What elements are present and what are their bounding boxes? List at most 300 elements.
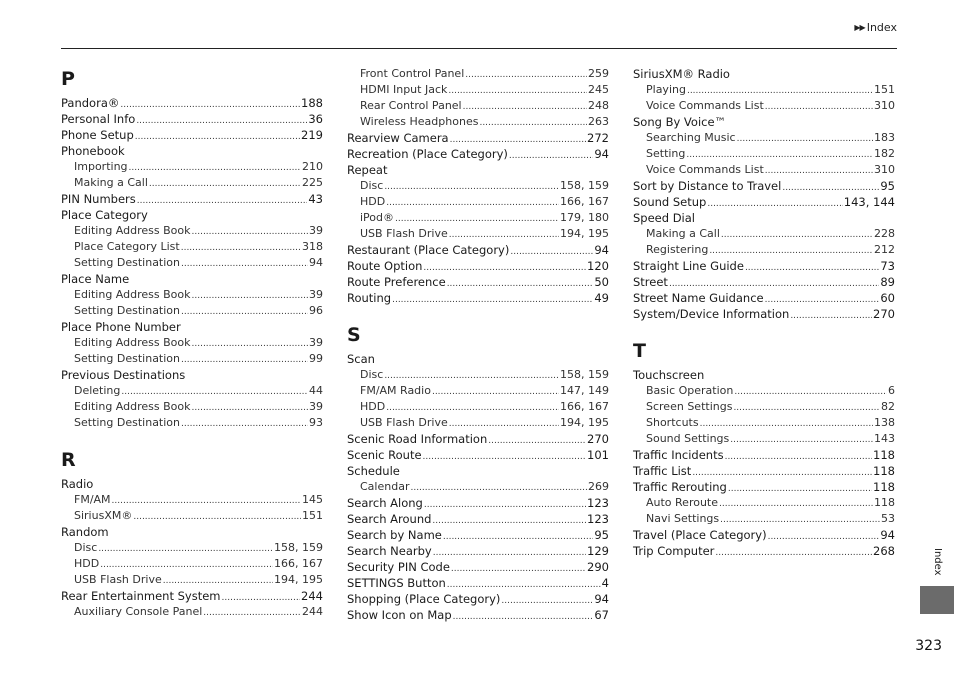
entry-label: Random bbox=[61, 525, 109, 539]
dot-leader bbox=[192, 224, 309, 240]
dot-leader bbox=[120, 97, 300, 113]
entry-label: Navi Settings bbox=[646, 512, 720, 525]
dot-leader bbox=[790, 308, 872, 324]
dot-leader bbox=[721, 227, 873, 243]
page-reference[interactable]: 39 bbox=[309, 400, 323, 413]
entry-label: Editing Address Book bbox=[74, 400, 191, 413]
page-reference[interactable]: 158, 159 bbox=[560, 179, 609, 192]
page-reference[interactable]: 179, 180 bbox=[560, 211, 609, 224]
index-heading bbox=[61, 476, 323, 492]
page-reference[interactable]: 94 bbox=[594, 147, 609, 161]
entry-label: Security PIN Code bbox=[347, 560, 450, 574]
dot-leader bbox=[734, 384, 887, 400]
page-reference[interactable]: 248 bbox=[588, 99, 609, 112]
dot-leader bbox=[453, 609, 594, 625]
dot-leader bbox=[121, 384, 308, 400]
index-entry[interactable] bbox=[633, 194, 895, 210]
entry-label: Front Control Panel bbox=[360, 67, 465, 80]
dot-leader bbox=[384, 179, 559, 195]
page-reference[interactable]: 4 bbox=[601, 576, 609, 590]
dot-leader bbox=[463, 99, 587, 115]
entry-label: Calendar bbox=[360, 480, 410, 493]
entry-label: Importing bbox=[74, 160, 128, 173]
entry-label: SiriusXM® Radio bbox=[633, 67, 730, 81]
entry-label: Shopping (Place Category) bbox=[347, 592, 501, 606]
page-reference[interactable]: 143 bbox=[874, 432, 895, 445]
page-reference[interactable]: 166, 167 bbox=[560, 195, 609, 208]
dot-leader bbox=[447, 276, 594, 292]
entry-label: Straight Line Guide bbox=[633, 259, 744, 273]
dot-leader bbox=[181, 416, 308, 432]
dot-leader bbox=[745, 260, 879, 276]
index-subentry[interactable] bbox=[347, 399, 609, 415]
index-subentry[interactable] bbox=[347, 66, 609, 82]
dot-leader bbox=[449, 227, 559, 243]
index-subentry[interactable] bbox=[347, 114, 609, 130]
entry-label: Wireless Headphones bbox=[360, 115, 479, 128]
index-subentry[interactable] bbox=[347, 479, 609, 495]
dot-leader bbox=[730, 432, 873, 448]
index-entry[interactable] bbox=[347, 527, 609, 543]
page-reference[interactable]: 272 bbox=[587, 131, 609, 145]
page-reference[interactable]: 225 bbox=[302, 176, 323, 189]
index-subentry[interactable] bbox=[347, 82, 609, 98]
page-reference[interactable]: 94 bbox=[594, 243, 609, 257]
entry-label: Search Nearby bbox=[347, 544, 432, 558]
dot-leader bbox=[501, 593, 593, 609]
index-entry[interactable] bbox=[347, 543, 609, 559]
index-subentry[interactable] bbox=[61, 239, 323, 255]
index-subentry[interactable] bbox=[347, 178, 609, 194]
entry-label: Scan bbox=[347, 352, 375, 366]
index-subentry[interactable] bbox=[61, 399, 323, 415]
entry-label: Searching Music bbox=[646, 131, 736, 144]
page-reference[interactable]: 82 bbox=[881, 400, 895, 413]
index-entry[interactable] bbox=[347, 591, 609, 607]
index-entry[interactable] bbox=[347, 146, 609, 162]
index-entry[interactable] bbox=[633, 258, 895, 274]
index-subentry[interactable] bbox=[61, 540, 323, 556]
page-reference[interactable]: 95 bbox=[594, 528, 609, 542]
dot-leader bbox=[765, 99, 873, 115]
entry-label: Scenic Road Information bbox=[347, 432, 488, 446]
dot-leader bbox=[443, 529, 594, 545]
index-subentry[interactable] bbox=[61, 604, 323, 620]
entry-label: Travel (Place Category) bbox=[633, 528, 767, 542]
index-heading bbox=[633, 114, 895, 130]
index-entry[interactable] bbox=[633, 527, 895, 543]
index-entry[interactable] bbox=[347, 511, 609, 527]
index-column-right bbox=[633, 66, 895, 559]
dot-leader bbox=[181, 240, 301, 256]
page-reference[interactable]: 268 bbox=[873, 544, 895, 558]
entry-label: Repeat bbox=[347, 163, 388, 177]
page-reference[interactable]: 118 bbox=[873, 448, 895, 462]
index-subentry[interactable] bbox=[633, 162, 895, 178]
index-subentry[interactable] bbox=[347, 415, 609, 431]
entry-label: Song By Voice™ bbox=[633, 115, 727, 129]
entry-label: Setting Destination bbox=[74, 256, 181, 269]
index-entry[interactable] bbox=[61, 588, 323, 604]
page-reference[interactable]: 96 bbox=[309, 304, 323, 317]
page-reference[interactable]: 101 bbox=[587, 448, 609, 462]
index-subentry[interactable] bbox=[633, 415, 895, 431]
breadcrumb-label[interactable]: Index bbox=[866, 21, 897, 34]
page-reference[interactable]: 39 bbox=[309, 224, 323, 237]
page-reference[interactable]: 44 bbox=[309, 384, 323, 397]
side-section-label: Index bbox=[932, 548, 943, 576]
entry-label: Making a Call bbox=[74, 176, 148, 189]
page-reference[interactable]: 158, 159 bbox=[274, 541, 323, 554]
entry-label: Trip Computer bbox=[633, 544, 715, 558]
page-reference[interactable]: 36 bbox=[308, 112, 323, 126]
dot-leader bbox=[449, 416, 559, 432]
double-arrow-icon: ▶▶ bbox=[854, 23, 865, 32]
index-heading bbox=[347, 463, 609, 479]
dot-leader bbox=[432, 384, 559, 400]
dot-leader bbox=[479, 115, 587, 131]
entry-label: Registering bbox=[646, 243, 709, 256]
entry-label: Route Option bbox=[347, 259, 423, 273]
index-subentry[interactable] bbox=[61, 492, 323, 508]
page-reference[interactable]: 99 bbox=[309, 352, 323, 365]
page-reference[interactable]: 147, 149 bbox=[560, 384, 609, 397]
index-entry[interactable] bbox=[347, 431, 609, 447]
dot-leader bbox=[715, 545, 872, 561]
index-entry[interactable] bbox=[347, 559, 609, 575]
page-reference[interactable]: 270 bbox=[873, 307, 895, 321]
page-reference[interactable]: 151 bbox=[302, 509, 323, 522]
index-entry[interactable] bbox=[633, 274, 895, 290]
entry-label: Traffic List bbox=[633, 464, 692, 478]
dot-leader bbox=[181, 352, 308, 368]
page-reference[interactable]: 210 bbox=[302, 160, 323, 173]
page-reference[interactable]: 182 bbox=[874, 147, 895, 160]
entry-label: Shortcuts bbox=[646, 416, 699, 429]
page-reference[interactable]: 270 bbox=[587, 432, 609, 446]
entry-label: Place Name bbox=[61, 272, 130, 286]
entry-label: Voice Commands List bbox=[646, 163, 764, 176]
page-reference[interactable]: 39 bbox=[309, 336, 323, 349]
entry-label: Disc bbox=[360, 179, 384, 192]
index-subentry[interactable] bbox=[61, 159, 323, 175]
dot-leader bbox=[451, 561, 586, 577]
entry-label: Radio bbox=[61, 477, 94, 491]
dot-leader bbox=[433, 545, 586, 561]
index-subentry[interactable] bbox=[61, 351, 323, 367]
dot-leader bbox=[720, 512, 880, 528]
page-reference[interactable]: 269 bbox=[588, 480, 609, 493]
page-reference[interactable]: 194, 195 bbox=[560, 416, 609, 429]
page-reference[interactable]: 188 bbox=[301, 96, 323, 110]
dot-leader bbox=[410, 480, 587, 496]
page-reference[interactable]: 49 bbox=[594, 291, 609, 305]
page-reference[interactable]: 194, 195 bbox=[560, 227, 609, 240]
dot-leader bbox=[465, 67, 587, 83]
entry-label: Auto Reroute bbox=[646, 496, 719, 509]
section-tab[interactable] bbox=[920, 586, 954, 614]
entry-label: PIN Numbers bbox=[61, 192, 136, 206]
index-heading bbox=[61, 143, 323, 159]
dot-leader bbox=[700, 416, 873, 432]
index-subentry[interactable] bbox=[61, 572, 323, 588]
entry-label: Editing Address Book bbox=[74, 224, 191, 237]
page-reference[interactable]: 95 bbox=[880, 179, 895, 193]
page-reference[interactable]: 50 bbox=[594, 275, 609, 289]
index-entry[interactable] bbox=[347, 130, 609, 146]
index-subentry[interactable] bbox=[347, 194, 609, 210]
dot-leader bbox=[149, 176, 301, 192]
entry-label: Search Along bbox=[347, 496, 423, 510]
index-entry[interactable] bbox=[347, 607, 609, 623]
page-reference[interactable]: 166, 167 bbox=[560, 400, 609, 413]
page-reference[interactable]: 93 bbox=[309, 416, 323, 429]
page-reference[interactable]: 60 bbox=[880, 291, 895, 305]
page-reference[interactable]: 194, 195 bbox=[274, 573, 323, 586]
dot-leader bbox=[510, 244, 593, 260]
entry-label: Rearview Camera bbox=[347, 131, 449, 145]
page-reference[interactable]: 151 bbox=[874, 83, 895, 96]
page-reference[interactable]: 123 bbox=[587, 496, 609, 510]
dot-leader bbox=[192, 400, 309, 416]
index-subentry[interactable] bbox=[633, 399, 895, 415]
page-reference[interactable]: 310 bbox=[874, 99, 895, 112]
dot-leader bbox=[137, 193, 308, 209]
dot-leader bbox=[488, 433, 586, 449]
index-subentry[interactable] bbox=[61, 335, 323, 351]
entry-label: HDMI Input Jack bbox=[360, 83, 448, 96]
entry-label: USB Flash Drive bbox=[360, 416, 448, 429]
page-reference[interactable]: 245 bbox=[588, 83, 609, 96]
page-reference[interactable]: 94 bbox=[880, 528, 895, 542]
entry-label: Place Category List bbox=[74, 240, 180, 253]
section-letter: T bbox=[633, 340, 646, 362]
dot-leader bbox=[719, 496, 873, 512]
index-subentry[interactable] bbox=[633, 242, 895, 258]
dot-leader bbox=[687, 83, 873, 99]
index-entry[interactable] bbox=[633, 178, 895, 194]
index-subentry[interactable] bbox=[633, 511, 895, 527]
page-reference[interactable]: 120 bbox=[587, 259, 609, 273]
index-subentry[interactable] bbox=[633, 383, 895, 399]
index-entry[interactable] bbox=[633, 543, 895, 559]
entry-label: Setting Destination bbox=[74, 352, 181, 365]
entry-label: System/Device Information bbox=[633, 307, 790, 321]
page-reference[interactable]: 94 bbox=[309, 256, 323, 269]
entry-label: Previous Destinations bbox=[61, 368, 186, 382]
page-reference[interactable]: 228 bbox=[874, 227, 895, 240]
dot-leader bbox=[432, 513, 586, 529]
index-entry[interactable] bbox=[61, 95, 323, 111]
page-reference[interactable]: 219 bbox=[301, 128, 323, 142]
dot-leader bbox=[129, 160, 301, 176]
entry-label: Screen Settings bbox=[646, 400, 733, 413]
page-reference[interactable]: 145 bbox=[302, 493, 323, 506]
index-entry[interactable] bbox=[347, 242, 609, 258]
index-subentry[interactable] bbox=[347, 226, 609, 242]
dot-leader bbox=[181, 304, 308, 320]
dot-leader bbox=[509, 148, 593, 164]
section-spacer bbox=[61, 431, 323, 447]
page-reference[interactable]: 118 bbox=[874, 496, 895, 509]
page-reference[interactable]: 183 bbox=[874, 131, 895, 144]
page-reference[interactable]: 158, 159 bbox=[560, 368, 609, 381]
entry-label: Touchscreen bbox=[633, 368, 705, 382]
entry-label: HDD bbox=[360, 400, 386, 413]
index-subentry[interactable] bbox=[347, 210, 609, 226]
index-entry[interactable] bbox=[347, 575, 609, 591]
dot-leader bbox=[424, 497, 586, 513]
dot-leader bbox=[392, 292, 593, 308]
index-subentry[interactable] bbox=[633, 130, 895, 146]
page-reference[interactable]: 244 bbox=[302, 605, 323, 618]
page-reference[interactable]: 290 bbox=[587, 560, 609, 574]
index-subentry[interactable] bbox=[633, 226, 895, 242]
index-entry[interactable] bbox=[61, 191, 323, 207]
page-reference[interactable]: 118 bbox=[873, 464, 895, 478]
dot-leader bbox=[192, 336, 309, 352]
index-entry[interactable] bbox=[633, 290, 895, 306]
page-reference[interactable]: 6 bbox=[888, 384, 895, 397]
entry-label: Route Preference bbox=[347, 275, 446, 289]
page-reference[interactable]: 94 bbox=[594, 592, 609, 606]
dot-leader bbox=[112, 493, 301, 509]
entry-label: Pandora® bbox=[61, 96, 120, 110]
page-reference[interactable]: 118 bbox=[873, 480, 895, 494]
page-reference[interactable]: 318 bbox=[302, 240, 323, 253]
dot-leader bbox=[686, 147, 873, 163]
entry-label: Search Around bbox=[347, 512, 432, 526]
dot-leader bbox=[98, 541, 273, 557]
dot-leader bbox=[135, 129, 300, 145]
dot-leader bbox=[395, 211, 559, 227]
index-entry[interactable] bbox=[347, 258, 609, 274]
index-entry[interactable] bbox=[633, 447, 895, 463]
entry-label: Editing Address Book bbox=[74, 288, 191, 301]
index-entry[interactable] bbox=[633, 306, 895, 322]
index-subentry[interactable] bbox=[347, 383, 609, 399]
index-entry[interactable] bbox=[61, 127, 323, 143]
breadcrumb[interactable] bbox=[854, 21, 897, 34]
index-subentry[interactable] bbox=[61, 303, 323, 319]
index-subentry[interactable] bbox=[61, 255, 323, 271]
dot-leader bbox=[707, 196, 842, 212]
entry-label: USB Flash Drive bbox=[360, 227, 448, 240]
entry-label: Traffic Rerouting bbox=[633, 480, 727, 494]
page-reference[interactable]: 263 bbox=[588, 115, 609, 128]
entry-label: Deleting bbox=[74, 384, 121, 397]
index-entry[interactable] bbox=[347, 290, 609, 306]
page-reference[interactable]: 166, 167 bbox=[274, 557, 323, 570]
page-reference[interactable]: 43 bbox=[308, 192, 323, 206]
index-heading bbox=[633, 66, 895, 82]
entry-label: Voice Commands List bbox=[646, 99, 764, 112]
dot-leader bbox=[737, 131, 873, 147]
page-reference[interactable]: 67 bbox=[594, 608, 609, 622]
dot-leader bbox=[448, 83, 587, 99]
section-letter: P bbox=[61, 68, 75, 90]
dot-leader bbox=[423, 260, 586, 276]
index-heading bbox=[633, 210, 895, 226]
entry-label: Setting Destination bbox=[74, 416, 181, 429]
index-heading bbox=[61, 367, 323, 383]
dot-leader bbox=[386, 195, 559, 211]
dot-leader bbox=[765, 163, 873, 179]
section-letter: S bbox=[347, 324, 361, 346]
index-heading bbox=[61, 207, 323, 223]
entry-label: Setting bbox=[646, 147, 686, 160]
page-number: 323 bbox=[915, 638, 942, 654]
index-entry[interactable] bbox=[61, 111, 323, 127]
index-subentry[interactable] bbox=[61, 508, 323, 524]
page-reference[interactable]: 39 bbox=[309, 288, 323, 301]
entry-label: Speed Dial bbox=[633, 211, 695, 225]
index-subentry[interactable] bbox=[61, 556, 323, 572]
dot-leader bbox=[386, 400, 559, 416]
entry-label: Scenic Route bbox=[347, 448, 422, 462]
index-entry[interactable] bbox=[347, 274, 609, 290]
index-subentry[interactable] bbox=[61, 415, 323, 431]
index-subentry[interactable] bbox=[61, 287, 323, 303]
index-subentry[interactable] bbox=[633, 431, 895, 447]
index-heading bbox=[347, 351, 609, 367]
index-subentry[interactable] bbox=[633, 82, 895, 98]
page-reference[interactable]: 123 bbox=[587, 512, 609, 526]
index-subentry[interactable] bbox=[61, 175, 323, 191]
index-heading bbox=[61, 271, 323, 287]
index-entry[interactable] bbox=[347, 495, 609, 511]
entry-label: Recreation (Place Category) bbox=[347, 147, 508, 161]
dot-leader bbox=[136, 113, 307, 129]
page-reference[interactable]: 212 bbox=[874, 243, 895, 256]
index-subentry[interactable] bbox=[347, 367, 609, 383]
entry-label: Playing bbox=[646, 83, 686, 96]
entry-label: Phonebook bbox=[61, 144, 125, 158]
entry-label: FM/AM Radio bbox=[360, 384, 431, 397]
index-subentry[interactable] bbox=[633, 98, 895, 114]
entry-label: Schedule bbox=[347, 464, 400, 478]
index-entry[interactable] bbox=[633, 463, 895, 479]
index-heading bbox=[633, 367, 895, 383]
page-reference[interactable]: 138 bbox=[874, 416, 895, 429]
dot-leader bbox=[100, 557, 273, 573]
dot-leader bbox=[709, 243, 873, 259]
page-reference[interactable]: 129 bbox=[587, 544, 609, 558]
page-reference[interactable]: 244 bbox=[301, 589, 323, 603]
entry-label: iPod® bbox=[360, 211, 395, 224]
index-entry[interactable] bbox=[347, 447, 609, 463]
index-entry[interactable] bbox=[633, 479, 895, 495]
page-reference[interactable]: 73 bbox=[880, 259, 895, 273]
dot-leader bbox=[768, 529, 880, 545]
page-reference[interactable]: 310 bbox=[874, 163, 895, 176]
page-reference[interactable]: 53 bbox=[881, 512, 895, 525]
index-subentry[interactable] bbox=[61, 223, 323, 239]
dot-leader bbox=[133, 509, 301, 525]
entry-label: Place Phone Number bbox=[61, 320, 181, 334]
index-column-middle bbox=[347, 66, 609, 623]
page-reference[interactable]: 259 bbox=[588, 67, 609, 80]
index-subentry[interactable] bbox=[61, 383, 323, 399]
index-subentry[interactable] bbox=[633, 146, 895, 162]
page-reference[interactable]: 143, 144 bbox=[843, 195, 895, 209]
dot-leader bbox=[733, 400, 880, 416]
index-subentry[interactable] bbox=[633, 495, 895, 511]
entry-label: Making a Call bbox=[646, 227, 720, 240]
page-reference[interactable]: 89 bbox=[880, 275, 895, 289]
index-subentry[interactable] bbox=[347, 98, 609, 114]
index-heading bbox=[347, 162, 609, 178]
